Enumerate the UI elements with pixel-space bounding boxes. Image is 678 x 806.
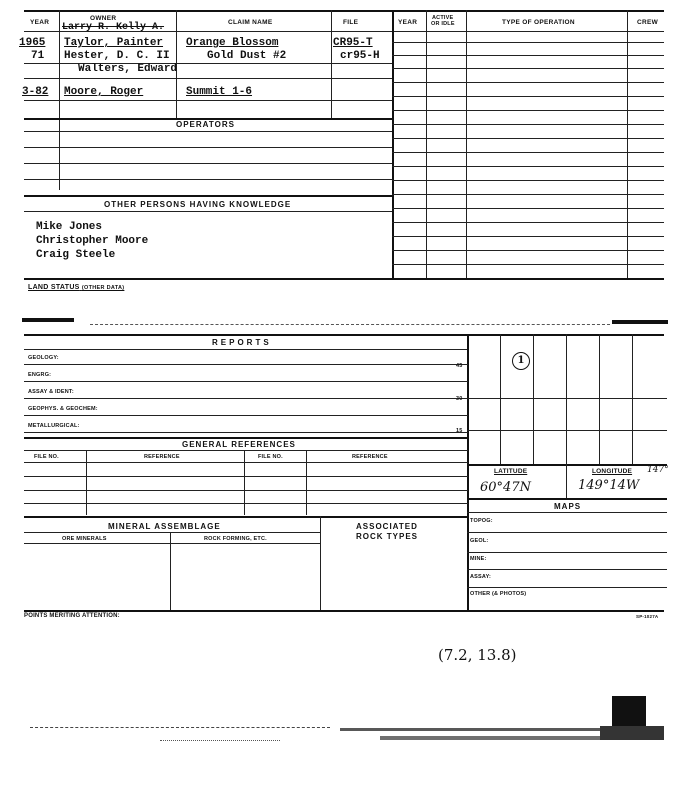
reports-title: REPORTS [212, 338, 272, 347]
col-line [306, 450, 307, 515]
claim-owner: Hester, D. C. II [64, 50, 170, 62]
row-line [24, 179, 392, 180]
operators-header-line [24, 131, 392, 132]
person-item: Mike Jones [36, 221, 103, 233]
row-line [392, 42, 664, 43]
footer-top-line [24, 610, 664, 612]
claim-name: Summit 1-6 [186, 86, 253, 98]
header-or-idle: OR IDLE [431, 21, 455, 27]
row-line [392, 264, 664, 265]
scan-noise [380, 736, 600, 740]
row-line [392, 110, 664, 111]
reports-top-line [24, 334, 664, 336]
claim-year: 71 [31, 50, 45, 62]
reports-header-line [24, 349, 468, 350]
col-line [320, 516, 321, 610]
ref-col-file-no-2: FILE NO. [258, 454, 283, 460]
claim-file: CR95-T [333, 37, 373, 49]
maps-header-line [467, 512, 667, 513]
claim-owner: Moore, Roger [64, 86, 144, 98]
knowledge-title: OTHER PERSONS HAVING KNOWLEDGE [104, 200, 292, 209]
row-line [392, 180, 664, 181]
land-status-label: LAND STATUS (OTHER DATA) [28, 284, 125, 291]
latlong-top-line [467, 464, 667, 466]
header-year: YEAR [30, 19, 50, 26]
latitude-value: 60°47N [480, 480, 531, 495]
report-scale: 15 [456, 428, 463, 434]
row-line [24, 147, 392, 148]
claim-owner: Taylor, Painter [64, 37, 164, 49]
ref-col-file-no: FILE NO. [34, 454, 59, 460]
ref-col-reference: REFERENCE [144, 454, 180, 460]
header-file: FILE [343, 19, 359, 26]
references-header-line [24, 450, 468, 451]
maps-row-label: MINE: [470, 556, 487, 562]
report-row-label: GEOPHYS. & GEOCHEM: [28, 406, 98, 412]
longitude-note: 147° [647, 465, 669, 475]
land-status-top-line [24, 278, 664, 280]
points-meriting-label: POINTS MERITING ATTENTION: [24, 613, 120, 619]
claim-year: 1965 [19, 37, 46, 49]
row-line [392, 250, 664, 251]
row-line [467, 587, 667, 588]
row-line [467, 532, 667, 533]
grid-line [467, 430, 667, 431]
row-line [392, 124, 664, 125]
header-type-of-operation: TYPE OF OPERATION [502, 19, 575, 26]
row-line [24, 490, 468, 491]
row-line [24, 163, 392, 164]
grid-line [599, 334, 600, 464]
row-line [467, 569, 667, 570]
scan-noise [612, 320, 668, 324]
row-line [392, 208, 664, 209]
row-line [24, 100, 392, 101]
col-line [170, 532, 171, 610]
row-line [392, 194, 664, 195]
owner-strikethrough: Larry R. Kelly A. [62, 22, 165, 33]
person-item: Craig Steele [36, 249, 116, 261]
row-line [24, 381, 468, 382]
ref-col-reference-2: REFERENCE [352, 454, 388, 460]
mineral-top-line [24, 516, 468, 518]
row-line [24, 462, 468, 463]
associated-label: ASSOCIATED [356, 522, 418, 531]
report-row-label: ASSAY & IDENT: [28, 389, 74, 395]
report-row-label: METALLURGICAL: [28, 423, 80, 429]
header-active: ACTIVE [432, 15, 454, 21]
mineral-title: MINERAL ASSEMBLAGE [108, 522, 221, 531]
scan-noise [600, 726, 664, 740]
row-line [24, 476, 468, 477]
row-line [392, 55, 664, 56]
col-line [244, 450, 245, 515]
maps-row-label: OTHER (& PHOTOS) [470, 591, 527, 597]
form-number: SP-1027A [636, 614, 659, 619]
grid-line [467, 398, 667, 399]
knowledge-top-line [24, 195, 392, 197]
ore-minerals-label: ORE MINERALS [62, 536, 107, 542]
grid-line [566, 334, 567, 464]
grid-line [500, 334, 501, 464]
row-line [392, 96, 664, 97]
claim-name: Orange Blossom [186, 37, 279, 49]
row-line [392, 166, 664, 167]
scan-noise-line [160, 740, 280, 741]
latlong-divider [566, 464, 567, 498]
maps-row-label: GEOL: [470, 538, 489, 544]
header-year-right: YEAR [398, 19, 418, 26]
coordinates-note: (7.2, 13.8) [438, 646, 517, 664]
col-line [392, 10, 394, 280]
maps-row-label: TOPOG: [470, 518, 493, 524]
rock-forming-label: ROCK FORMING, ETC. [204, 536, 267, 542]
claim-year: 3-82 [22, 86, 49, 98]
top-border [24, 10, 664, 12]
references-top-line [24, 437, 468, 439]
grid-line [533, 334, 534, 464]
scan-noise [340, 728, 600, 731]
header-crew: CREW [637, 19, 659, 26]
row-line [24, 432, 468, 433]
row-line [392, 82, 664, 83]
report-row-label: ENGRG: [28, 372, 52, 378]
maps-row-label: ASSAY: [470, 574, 492, 580]
row-line [392, 152, 664, 153]
scan-artifact-block [612, 696, 646, 726]
report-row-label: GEOLOGY: [28, 355, 59, 361]
row-line [24, 364, 468, 365]
maps-title: MAPS [554, 502, 582, 511]
scan-noise-line [90, 324, 610, 325]
operators-title: OPERATORS [176, 120, 235, 129]
row-line [24, 78, 392, 79]
header-claim-name: CLAIM NAME [228, 19, 273, 26]
report-scale: 30 [456, 396, 463, 402]
knowledge-header-line [24, 211, 392, 212]
grid-line [632, 334, 633, 464]
row-line [24, 543, 320, 544]
scan-noise [22, 318, 74, 322]
latitude-label: LATITUDE [494, 468, 528, 475]
report-scale: 45 [456, 363, 463, 369]
claim-file: cr95-H [340, 50, 380, 62]
col-line [331, 10, 332, 120]
mineral-header-line [24, 532, 320, 533]
col-line [627, 10, 628, 280]
row-line [392, 68, 664, 69]
references-title: GENERAL REFERENCES [182, 440, 296, 449]
row-line [392, 138, 664, 139]
claim-owner: Walters, Edward [78, 63, 178, 75]
grid-marker-circle: 1 [512, 352, 530, 370]
row-line [467, 552, 667, 553]
col-line [86, 450, 87, 515]
row-line [392, 222, 664, 223]
claim-name: Gold Dust #2 [207, 50, 287, 62]
longitude-value: 149°14W [578, 478, 640, 493]
row-line [392, 236, 664, 237]
col-line [466, 10, 467, 280]
row-line [24, 503, 468, 504]
header-owner: OWNER [90, 15, 117, 22]
longitude-label: LONGITUDE [592, 468, 633, 475]
col-line [426, 10, 427, 280]
maps-top-line [467, 498, 667, 500]
person-item: Christopher Moore [36, 235, 149, 247]
row-line [24, 415, 468, 416]
scan-noise-line [30, 727, 330, 728]
rock-types-label: ROCK TYPES [356, 532, 419, 541]
row-line [24, 398, 468, 399]
